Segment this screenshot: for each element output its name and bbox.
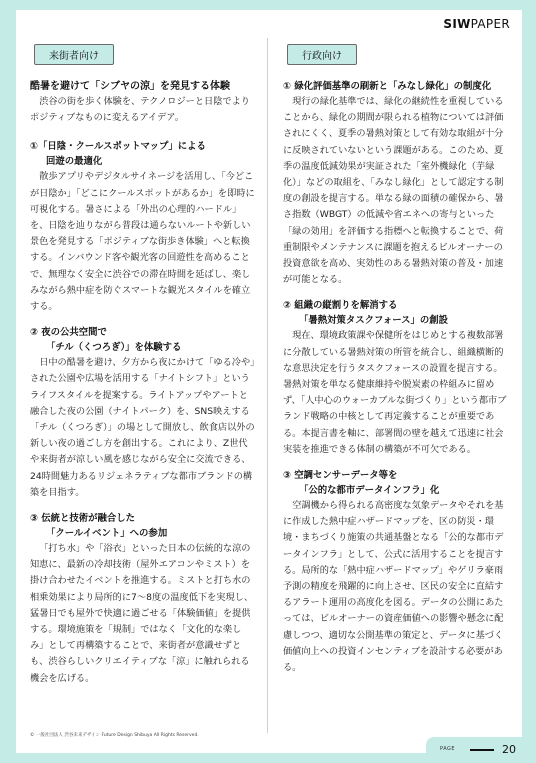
left-section-3-body: 「打ち水」や「浴衣」といった日本の伝統的な涼の知恵に、最新の冷却技術（屋外エアコンやミスト）を掛け合わせたイベントを推進する。ミストと打ち水の相乗効果により局所的に7〜8度の温度低下を実現し、猛暑日でも屋外で快適に過ごせる「体験価値」を提供する。環境施策を「規制」ではなく「文化的な楽しみ」として再構築することで、来街者が意識せずとも、渋谷らしいクリエイティブな「涼」に触れられる機会を広げる。 (30, 543, 254, 684)
left-section-1-title: ①「日陰・クールスポットマップ」による (30, 141, 206, 153)
left-section-1 (30, 139, 255, 315)
left-section-1-subtitle: 回遊の最適化 (45, 156, 103, 168)
right-section-1 (283, 79, 508, 288)
right-section-1-title: ① 緑化評価基準の刷新と「みなし緑化」の制度化 (283, 81, 492, 92)
right-section-2-subtitle: 「暑熱対策タスクフォース」の創設 (298, 315, 449, 327)
page-line-decoration (470, 749, 494, 751)
right-column-tag: 行政向け (287, 44, 357, 65)
left-section-1-body: 散歩アプリやデジタルサイネージを活用し、「今どこが日陰か」「どこにクールスポットがあるか」を即時に可視化する。暑さによる「外出の心理的ハードル」を、日陰を辿りながら普段は通らないルートや新しい景色を発見する「ポジティブな街歩き体験」へと転換する。インバウンド客や観光客の回遊性を高めることで、無理なく安全に渋谷での滞在時間を延ばし、楽しみながら熱中症を防ぐスマートな観光スタイルを確立する。 (30, 171, 255, 313)
footer-copyright: © 一般社団法人 渋谷未来デザイン Future Design Shibuya All Rights Reserved. (30, 733, 199, 738)
right-section-2 (283, 298, 508, 458)
right-section-1-body: 現行の緑化基準では、緑化の継続性を重視していることから、緑化の期間が限られる植物については評価されにくく、夏季の暑熱対策として有効な取組が十分に反映されていないという課題がある。このため、夏季の温度低減効果が実証された「室外機緑化（芋緑化）」などの取組を、「みなし緑化」として認定する制度の創設を提言する。単なる緑の面積の確保から、暑さ指数（WBGT）の低減や省エネへの寄与といった「緑の効用」を評価する指標へと転換することで、荷重制限やメンテナンスに課題を抱えるビルオーナーの投資意欲を高め、実効性のある暑熱対策の普及・加速が可能となる。 (283, 96, 504, 286)
page-number-tab (426, 737, 522, 763)
right-section-3-subtitle: 「公的な都市データインフラ」化 (298, 485, 440, 497)
left-section-3 (30, 511, 255, 687)
left-column-intro: 渋谷の街を歩く体験を、テクノロジーと日陰でよりポジティブなものに変えるアイデア。 (30, 96, 250, 124)
left-section-3-title: ③ 伝統と技術が融合した (30, 513, 135, 525)
page-frame-top (0, 0, 536, 10)
left-column (30, 44, 255, 687)
left-section-2 (30, 325, 255, 501)
right-column (283, 44, 508, 676)
column-divider (267, 38, 268, 733)
left-section-3-subtitle: 「クールイベント」への参加 (45, 528, 168, 540)
right-section-2-body: 現在、環境政策課や保健所をはじめとする複数部署に分散している暑熱対策の所管を統合し、組織横断的な意思決定を行うタスクフォースの設置を提言する。暑熱対策を単なる健康維持や脱炭素の枠組みに留めず、「人中心のウォーカブルな街づくり」という都市ブランド戦略の中核として再定義することが重要である。本提言書を軸に、部署間の壁を越えて迅速に社会実装を推進できる体制の構築が不可欠である。 (283, 330, 507, 455)
left-column-tag: 来街者向け (34, 44, 114, 65)
left-column-heading: 酷暑を避けて「シブヤの涼」を発見する体験 (30, 81, 230, 92)
page-number: 20 (502, 743, 516, 756)
left-section-2-body: 日中の酷暑を避け、夕方から夜にかけて「ゆる冷や」された公園や広場を活用する「ナイトシフト」というライフスタイルを提案する。ライトアップやアートと融合した夜の公園（ナイトパーク）を、SNS映えする「チル（くつろぎ）」の場として開放し、飲食店以外の新しい夜の過ごし方を創出する。これにより、Z世代や来街者が涼しい風を感じながら安全に交流できる、24時間魅力あるリジェネラティブな都市ブランドの構築を目指す。 (30, 357, 255, 498)
right-section-3-body: 空調機から得られる高密度な気象データやそれを基に作成した熱中症ハザードマップを、区の防災・環境・まちづくり施策の共通基盤となる「公的な都市データインフラ」として、公式に活用することを提言する。局所的な「熱中症ハザードマップ」やゲリラ豪雨予測の精度を飛躍的に向上させ、区民の安全に直結するアラート運用の高度化を図る。データの公開にあたっては、ビルオーナーの資産価値への影響や懸念に配慮しつつ、適切な公開基準の策定と、データに基づく価値向上への投資インセンティブを設計する必要がある。 (283, 500, 504, 674)
page-frame-right (522, 0, 536, 763)
brand-logo (443, 17, 510, 31)
left-section-2-title: ② 夜の公共空間で (30, 327, 107, 339)
brand-logo-bold: SIW (443, 17, 471, 31)
right-section-3-title: ③ 空調センサーデータ等を (283, 470, 398, 482)
page-frame-left (0, 0, 16, 763)
left-section-2-subtitle: 「チル（くつろぎ）」を体験する (45, 342, 182, 354)
brand-logo-rest: PAPER (470, 17, 510, 31)
right-section-2-title: ② 組織の縦割りを解消する (283, 300, 398, 312)
right-section-3 (283, 468, 508, 676)
page-label: PAGE (440, 746, 456, 752)
